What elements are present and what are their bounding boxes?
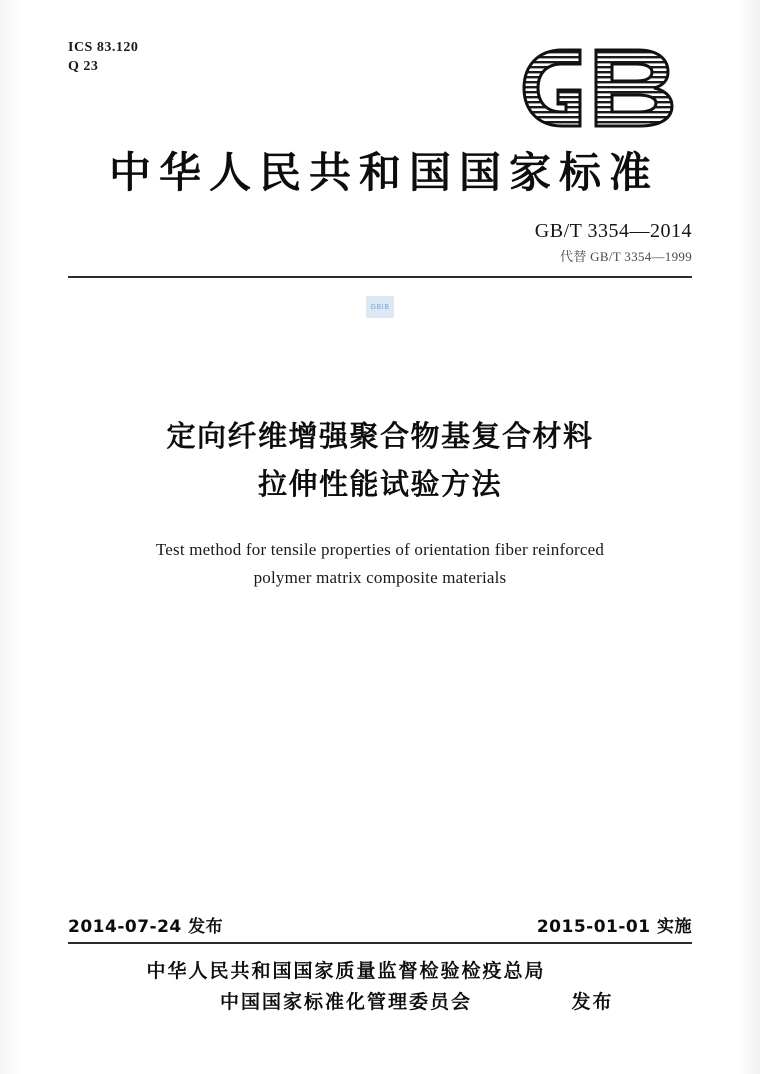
issuer-line1: 中华人民共和国国家质量监督检验检疫总局 xyxy=(146,960,546,982)
standard-number-block xyxy=(535,220,692,265)
document-title xyxy=(0,412,760,508)
document-title-en-line2: polymer matrix composite materials xyxy=(253,568,507,587)
page-title: 中华人民共和国国家标准 xyxy=(108,148,659,197)
header-divider xyxy=(68,276,692,278)
footer-dates xyxy=(68,912,692,937)
footer-divider xyxy=(68,942,692,944)
ics-classification-block xyxy=(68,38,138,76)
publish-date: 2014-07-24 发布 xyxy=(68,917,224,937)
standard-number: GB/T 3354—2014 xyxy=(534,220,692,242)
document-title-line2: 拉伸性能试验方法 xyxy=(257,467,502,501)
standard-replaces: 代替 GB/T 3354—1999 xyxy=(560,249,692,264)
document-title-line1: 定向纤维增强聚合物基复合材料 xyxy=(166,419,594,453)
effective-date: 2015-01-01 实施 xyxy=(536,917,692,937)
document-title-english xyxy=(0,536,760,592)
category-number: Q 23 xyxy=(68,59,99,74)
document-title-en-line1: Test method for tensile properties of orientation fiber reinforced xyxy=(155,540,605,559)
issuer-line2: 中国国家标准化管理委员会 xyxy=(219,991,472,1013)
issuer-names xyxy=(146,956,545,1018)
ics-number: ICS 83.120 xyxy=(68,40,139,55)
gb-national-standard-logo-icon xyxy=(518,46,694,130)
watermark-logo-icon: GBIB xyxy=(366,296,394,318)
issuer-block xyxy=(0,956,760,1018)
issue-verb: 发布 xyxy=(571,991,614,1013)
